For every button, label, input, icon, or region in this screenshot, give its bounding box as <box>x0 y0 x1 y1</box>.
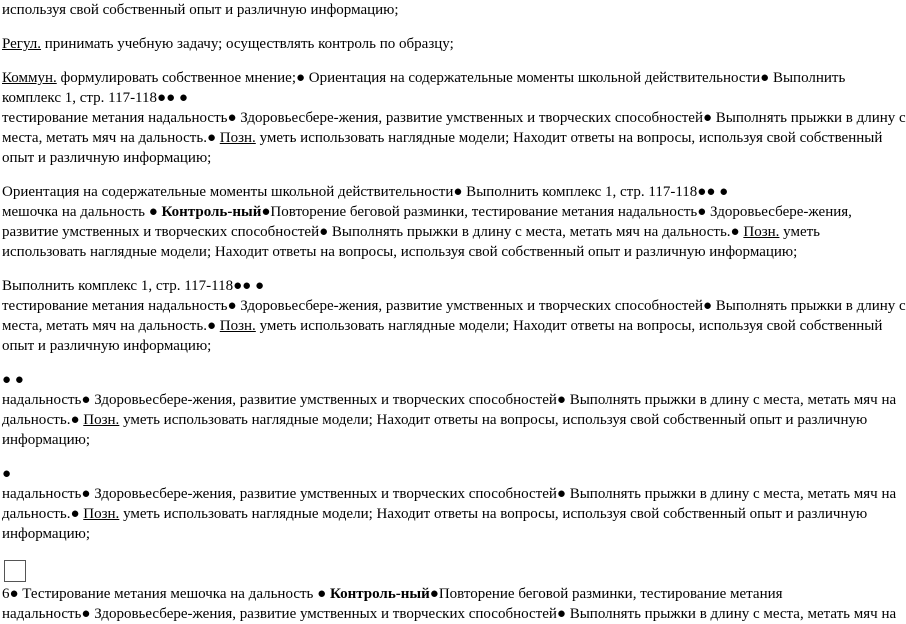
text-line <box>2 108 906 128</box>
empty-checkbox[interactable] <box>4 560 26 582</box>
regul-label: Регул. <box>2 36 42 52</box>
text-run: Ориентация на содержательные моменты школьной действительности● Выполнить комплекс 1, стр. 117-118●● ● <box>2 184 729 200</box>
text-run: формулировать собственное мнение;● Ориентация на содержательные моменты школьной действительности● Выполнить <box>56 70 846 86</box>
text-line <box>2 128 883 148</box>
text-run: мешочка на дальность ● <box>2 204 162 220</box>
text-line <box>2 464 814 484</box>
paragraph-gap <box>2 262 814 276</box>
text-run: принимать учебную задачу; осуществлять контроль по образцу; <box>41 36 454 52</box>
text-run: использовать наглядные модели; Находит ответы на вопросы, используя свой собственный опыт и различную информацию; <box>2 244 798 260</box>
paragraph-gap <box>2 544 814 558</box>
text-line <box>2 276 814 296</box>
text-line <box>2 316 883 336</box>
text-line <box>2 0 814 20</box>
text-run: уметь использовать наглядные модели; Находит ответы на вопросы, используя свой собственный опыт и различную <box>119 506 868 522</box>
text-run: уметь <box>779 224 821 240</box>
text-line <box>2 604 897 624</box>
text-line <box>2 390 897 410</box>
text-run: опыт и различную информацию; <box>2 150 212 166</box>
text-line <box>2 88 814 108</box>
text-run: надальность● Здоровьесбере-жения, развитие умственных и творческих способностей● Выполнять прыжки в длину с места, метать мяч на <box>2 486 897 502</box>
text-run: ● <box>2 466 12 482</box>
text-line <box>2 296 906 316</box>
text-line <box>2 504 868 524</box>
text-line <box>2 370 814 390</box>
paragraph-gap <box>2 54 814 68</box>
text-run: уметь использовать наглядные модели; Находит ответы на вопросы, используя свой собственный <box>255 130 883 146</box>
pozn-label: Позн. <box>219 318 256 334</box>
text-run: 6● Тестирование метания мешочка на дальность ● <box>2 586 330 602</box>
text-line <box>2 182 814 202</box>
text-line <box>2 34 814 54</box>
kommun-label: Коммун. <box>2 70 57 86</box>
text-run: места, метать мяч на дальность.● <box>2 130 220 146</box>
text-run: используя свой собственный опыт и различную информацию; <box>2 2 399 18</box>
text-line <box>2 524 814 544</box>
text-run: дальность.● <box>2 506 84 522</box>
text-run: дальность.● <box>2 412 84 428</box>
pozn-label: Позн. <box>219 130 256 146</box>
pozn-label: Позн. <box>83 412 120 428</box>
pozn-label: Позн. <box>83 506 120 522</box>
text-run: развитие умственных и творческих способностей● Выполнять прыжки в длину с места, метать мяч на дальность.● <box>2 224 744 240</box>
paragraph-gap <box>2 450 814 464</box>
text-run: комплекс 1, стр. 117-118●● ● <box>2 90 188 106</box>
text-line <box>2 410 868 430</box>
text-line <box>2 242 814 262</box>
text-line <box>2 202 852 222</box>
text-run: ● ● <box>2 372 24 388</box>
text-run: уметь использовать наглядные модели; Находит ответы на вопросы, используя свой собственный опыт и различную <box>119 412 868 428</box>
text-run: уметь использовать наглядные модели; Находит ответы на вопросы, используя свой собственный <box>255 318 883 334</box>
text-run: ●Повторение беговой разминки, тестирование метания <box>429 586 783 602</box>
text-run: места, метать мяч на дальность.● <box>2 318 220 334</box>
text-run: надальность● Здоровьесбере-жения, развитие умственных и творческих способностей● Выполнять прыжки в длину с места, метать мяч на <box>2 606 897 622</box>
kontrol-label: Контроль-ный <box>329 586 430 602</box>
text-run: ●Повторение беговой разминки, тестирование метания надальность● Здоровьесбере-жения, <box>261 204 852 220</box>
text-line <box>2 68 846 88</box>
text-run: надальность● Здоровьесбере-жения, развитие умственных и творческих способностей● Выполнять прыжки в длину с места, метать мяч на <box>2 392 897 408</box>
text-run: информацию; <box>2 432 91 448</box>
text-run: Выполнить комплекс 1, стр. 117-118●● ● <box>2 278 265 294</box>
kontrol-label: Контроль-ный <box>161 204 262 220</box>
pozn-label: Позн. <box>743 224 780 240</box>
text-line <box>2 148 814 168</box>
text-line <box>2 336 814 356</box>
text-line <box>2 584 814 604</box>
text-run: тестирование метания надальность● Здоровьесбере-жения, развитие умственных и творческих способностей● Выполнять прыжки в длину с <box>2 110 906 126</box>
text-run: опыт и различную информацию; <box>2 338 212 354</box>
text-run: тестирование метания надальность● Здоровьесбере-жения, развитие умственных и творческих способностей● Выполнять прыжки в длину с <box>2 298 906 314</box>
text-run: информацию; <box>2 526 91 542</box>
text-line <box>2 222 821 242</box>
paragraph-gap <box>2 168 814 182</box>
paragraph-gap <box>2 20 814 34</box>
text-line <box>2 430 814 450</box>
text-line <box>2 484 897 504</box>
paragraph-gap <box>2 356 814 370</box>
